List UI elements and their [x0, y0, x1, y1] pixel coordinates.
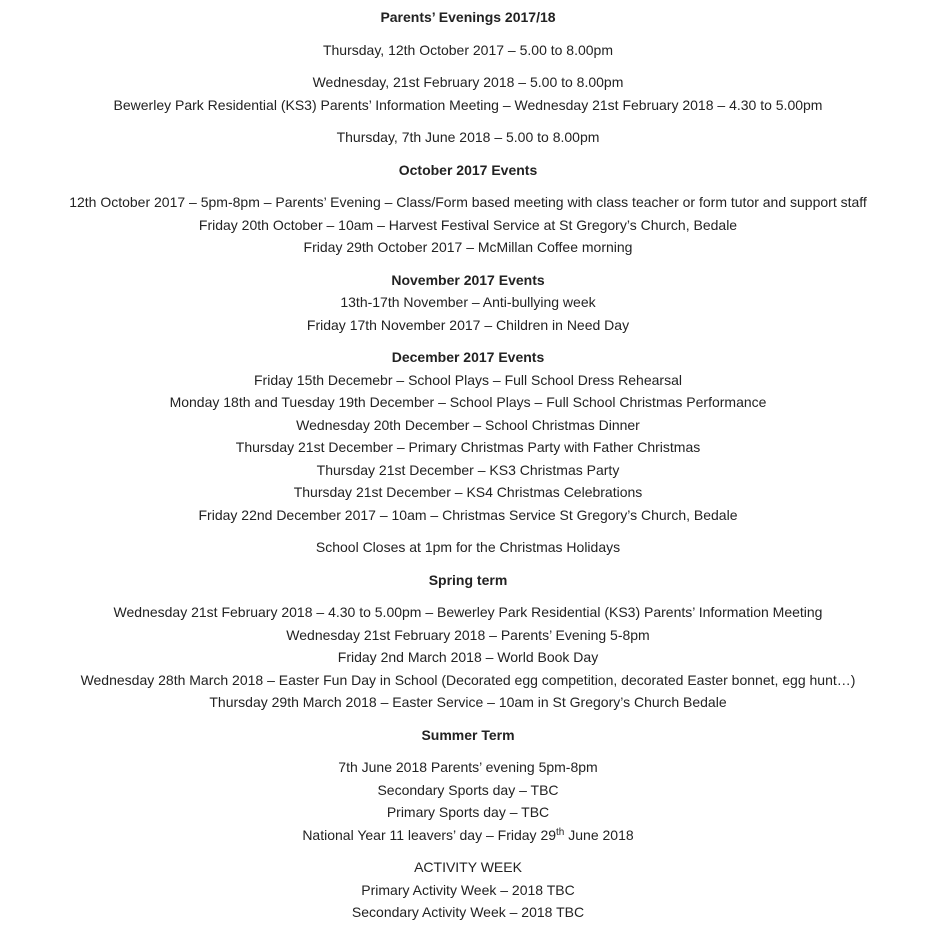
leavers-day-item — [7, 824, 929, 847]
spring-term-heading: Spring term — [428, 571, 508, 588]
school-closes-note: School Closes at 1pm for the Christmas Holidays — [315, 539, 621, 555]
event-item: Wednesday 20th December – School Christmas Dinner — [296, 416, 640, 433]
parents-evenings-heading: Parents’ Evenings 2017/18 — [380, 9, 556, 25]
event-item: Secondary Activity Week – 2018 TBC — [351, 904, 585, 920]
event-item: Friday 15th Decemebr – School Plays – Full School Dress Rehearsal — [254, 371, 682, 388]
december-events-heading: December 2017 Events — [391, 349, 545, 365]
event-item: Primary Activity Week – 2018 TBC — [361, 881, 575, 898]
event-item: Friday 22nd December 2017 – 10am – Christmas Service St Gregory’s Church, Bedale — [198, 506, 738, 523]
event-item: Thursday 29th March 2018 – Easter Service – 10am in St Gregory’s Church Bedale — [209, 694, 727, 710]
ordinal-suffix: th — [556, 826, 565, 838]
event-item: Wednesday 21st February 2018 – Parents’ Evening 5-8pm — [286, 626, 650, 643]
event-item: Friday 29th October 2017 – McMillan Coffee morning — [303, 239, 633, 255]
leavers-day-suffix: June 2018 — [564, 826, 634, 843]
event-item: Thursday 21st December – KS3 Christmas Party — [316, 461, 620, 478]
event-item: Friday 17th November 2017 – Children in Need Day — [306, 316, 630, 333]
november-events-heading: November 2017 Events — [391, 271, 545, 288]
event-item: 12th October 2017 – 5pm-8pm – Parents’ Evening – Class/Form based meeting with class teacher or form tutor and support staff — [69, 194, 867, 210]
parents-evening-date: Thursday, 7th June 2018 – 5.00 to 8.00pm — [336, 129, 600, 145]
parents-evening-date: Thursday, 12th October 2017 – 5.00 to 8.00pm — [322, 41, 614, 58]
event-item: Secondary Sports day – TBC — [377, 781, 559, 798]
residential-meeting-line: Bewerley Park Residential (KS3) Parents’ Information Meeting – Wednesday 21st February 2018 – 4.30 to 5.00pm — [113, 96, 823, 113]
event-item: 13th-17th November – Anti-bullying week — [340, 294, 596, 310]
october-events-heading: October 2017 Events — [398, 161, 538, 178]
event-item: Thursday 21st December – Primary Christmas Party with Father Christmas — [235, 439, 701, 455]
summer-term-heading: Summer Term — [421, 726, 515, 743]
event-item: Monday 18th and Tuesday 19th December – School Plays – Full School Christmas Performance — [169, 394, 767, 410]
event-item: 7th June 2018 Parents’ evening 5pm-8pm — [338, 759, 598, 775]
event-item: Wednesday 21st February 2018 – 4.30 to 5.00pm – Bewerley Park Residential (KS3) Parents’ Information Meeting — [113, 604, 823, 620]
leavers-day-prefix: National Year 11 leavers’ day – Friday 29 — [302, 826, 557, 843]
event-item: Thursday 21st December – KS4 Christmas Celebrations — [293, 484, 643, 500]
event-item: Friday 20th October – 10am – Harvest Festival Service at St Gregory’s Church, Bedale — [198, 216, 738, 233]
event-item: Wednesday 28th March 2018 – Easter Fun Day in School (Decorated egg competition, decorated Easter bonnet, egg hunt…) — [80, 671, 856, 688]
events-document — [7, 0, 929, 924]
event-item: Primary Sports day – TBC — [386, 804, 550, 820]
parents-evening-date: Wednesday, 21st February 2018 – 5.00 to 8.00pm — [312, 74, 624, 90]
activity-week-heading: ACTIVITY WEEK — [414, 859, 522, 875]
event-item: Friday 2nd March 2018 – World Book Day — [337, 649, 599, 665]
